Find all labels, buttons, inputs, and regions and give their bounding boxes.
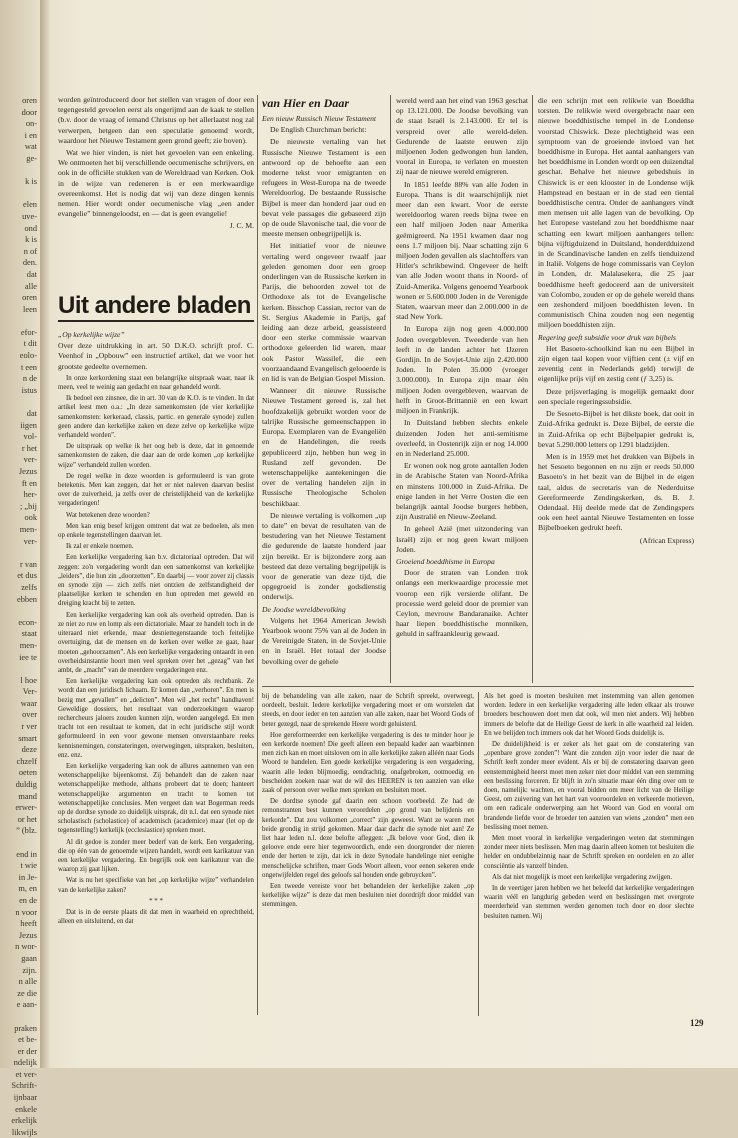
page-number: 129 [690, 1018, 704, 1028]
edge-text-line: ver- [23, 536, 37, 546]
paragraph: In geheel Azië (met uitzondering van Israël) zijn er nog geen kwart miljoen Joden. [396, 524, 528, 554]
edge-text-line: eolo- [19, 351, 37, 361]
paragraph: Over deze uitdrukking in art. 50 D.K.O. schrijft prof. C. Veenhof in „Opbouw” een instructief artikel, dat we voor het grootste gedeelte overnemen. [58, 341, 254, 371]
edge-text-line: men- [19, 640, 37, 650]
edge-text-line: likwijls [11, 1127, 37, 1137]
column-6 [484, 692, 694, 1014]
paragraph: Een tweede vereiste voor het behandelen der kerkelijke zaken „op kerkelijke wijze” is deze dat men besluiten niet doordrijft door middel van stemmingen. [262, 883, 474, 909]
column-2 [262, 112, 386, 682]
edge-text-line: en de [19, 895, 37, 905]
edge-text-line: her- [23, 490, 37, 500]
edge-text-line: Jezus [18, 930, 37, 940]
edge-text-line: praken [14, 1023, 37, 1033]
column-3 [396, 96, 528, 682]
edge-text-line [0, 188, 40, 200]
column-1-bottom [58, 328, 254, 1018]
edge-text-line: e aan- [16, 1000, 37, 1010]
paragraph: Ik bedoel een zinsnee, die in art. 30 van de K.O. is te vinden. In dat artikel leest men o.a.: „In deze samenkomsten (de vier kerkelijke samenkomsten: kerkeraad, classis, partic. en generale synode) zullen geen andere dan kerkelijke zaken en deze zelve op kerkelijke wijze verhandeld worden”. [58, 395, 254, 440]
edge-text-line: ijnbaar [13, 1093, 37, 1103]
edge-text-line: leen [23, 304, 37, 314]
paragraph: Dat is in de eerste plaats dit dat men in waarheid en oprechtheid, alleen en uitsluitend, en dat [58, 908, 254, 926]
edge-text-line: Jezus [18, 467, 37, 476]
edge-text-line: er der [17, 1046, 37, 1056]
edge-text-line [0, 165, 40, 177]
paragraph: Ik zal er enkele noemen. [66, 543, 134, 551]
paragraph: wereld werd aan het eind van 1963 geschat op 13.121.000. De Joodse bevolking van de staat Israël is 2.143.000. Er tel is verspreid over alle wereld-delen. Gedurende de laatste eeuwen zijn miljoenen Joden gedwongen hun landen, vooral in Europa, te verlaten en moesten zij naar de nieuwe wereld emigreren. [396, 96, 528, 177]
edge-text-line: enkele [15, 1104, 37, 1114]
edge-text-line: r het [21, 443, 37, 453]
edge-text-line: ond [24, 223, 37, 233]
column-5 [262, 692, 474, 1018]
edge-text-line: chzelf [16, 756, 37, 766]
edge-text-line: uve- [22, 211, 37, 221]
edge-text-line: zelfs [21, 582, 37, 592]
edge-text-line: k is [25, 235, 37, 245]
edge-text-line: et ver- [15, 1069, 37, 1079]
edge-text-line [0, 1011, 40, 1023]
paragraph: die een schrijn met een relikwie van Boeddha torsten. De relikwie werd overgebracht naar een nieuwe boeddhistische tempel in de Londense voorstad Chiswick. Deze plechtigheid was een symptoom van de groeiende invloed van het boeddhisme in Europa. Het aantal aanhangers van het boeddhisme in Londen wordt op een duizendtal geschat. Behalve het nieuwe gebedshuis in Chiswick is er een klooster in de Londense wijk Hampstead en bestaan er in de stad een tiental boeddhistische centra. Onder de aanhangers vindt men mensen uit alle lagen van de bevolking. Op het Europese vasteland zou het boeddhisme naar schatting een kwart miljoen aanhangers tellen: bijna vijftigduizend in Duitsland, honderdduizend in de Scandinavische landen en zelfs tienduizend in Italië. Volgens de hoge commissaris van Ceylon in Londen, dr. Malalasekera, die 25 jaar boeddhisme heeft gedoceerd aan de universiteit van Colombo, zouden er op de gehele wereld thans een zeshonderd miljoen boeddhisten leven. In communistisch China zouden nog een negentig miljoen boeddhisten zijn. [538, 96, 694, 330]
edge-text-line: Ver- [22, 687, 37, 697]
edge-text-line: iigen [20, 420, 37, 430]
edge-text-line: n alle [18, 977, 37, 987]
edge-text-line: istus [21, 385, 37, 395]
edge-text-line: gaan [21, 953, 37, 963]
column-divider [532, 95, 533, 683]
edge-text-line: waar [20, 698, 37, 708]
edge-text-line: over [22, 710, 37, 720]
paragraph: Wat we hier vinden, is niet het gevoelen van een enkeling. We ontmoeten het bij verschillende oecumenische schrijvers, en ook in de officiële stukken van de Wereldraad van Kerken. Ook in de wijze van redeneren is er een merkwaardige overeenkomst. Het is nodig dat wij van deze dingen kennis nemen. Hier wordt onder oecumenische vlag „een ander evangelie” binnengeloodst, en — dat is geen evangelie! [58, 148, 254, 219]
edge-text-line: den. [22, 258, 37, 268]
edge-text-line: m, en [18, 884, 37, 894]
paragraph: Men moet vooral in kerkelijke vergaderingen weten dat stemmingen zonder meer niets beslissen. Men mag daarin alleen komen tot besluiten die helder en ondubbelzinnig naar de Schrift spreken en oordelen en zo aller consciëntie als vanzelf binden. [484, 835, 694, 870]
edge-text-line: Schrift- [11, 1081, 37, 1091]
edge-text-line: men- [19, 524, 37, 534]
paragraph: Een kerkelijke vergadering kan ook de allures aannemen van een wetenschappelijke bijeenkomst. Zij behandelt dan de zaken naar wetenschappelijke methode, althans probeert dat te doen; hanteert wetenschappelijke argumenten en tracht te komen tot wetenschappelijke conclusies. Men vergeet dan wat Bogerman reeds op de dordtse synode zo duidelijk uitsprak, dit n.l. dat een synode niet scholastisch (scholastice) of academisch (academice) maar (let op de tegenstelling!) kerkelijk (ecclesiastice) spreken moet. [58, 762, 254, 835]
paragraph: De Sesoeto-Bijbel is het dikste boek, dat ooit in Zuid-Afrika gedrukt is. Deze Bijbel, de eerste die in Zuid-Afrika op echt Bijbelpapier gedrukt is, bevat 5.290.000 letters op 1291 bladzijden. [538, 409, 694, 449]
subheading: Regering geeft subsidie voor druk van bijbels [538, 332, 676, 342]
edge-text-line: k is [25, 177, 37, 187]
edge-text-line: oren [22, 293, 37, 303]
section-separator: * * * [149, 897, 163, 905]
edge-text-line: door [21, 107, 37, 117]
column-divider [478, 692, 479, 1016]
paragraph: In de veertiger jaren hebben we het beleefd dat kerkelijke vergaderingen waarin véél en langdurig gebeden werd en beslissingen met overgrote meerderheid van stemmen werden genomen toch door en door slechte besluiten namen. Wij [484, 885, 694, 920]
column-1-top [58, 95, 254, 285]
edge-text-line: r van [20, 559, 37, 569]
edge-text-line: heeft [20, 919, 37, 929]
edge-text-line: ze die [17, 988, 37, 998]
edge-text-line [0, 396, 40, 408]
edge-text-line: ft en [21, 478, 37, 488]
subheading: Een nieuw Russisch Nieuw Testament [262, 114, 377, 123]
edge-text-line: deze [21, 745, 37, 755]
paragraph: Wanneer dit nieuwe Russische Nieuwe Testament gereed is, zal het hoofdzakelijk gebruikt worden voor de talrijke Russische gemeenschappen in Europa. Exemplaren van de Evangeliën en de Handelingen, die reeds gepubliceerd zijn, hebben hun weg in Rusland zelf gevonden. De wetenschappelijke aantekeningen die over de vertaling handelen zijn in Russische Theologische Scholen beschikbaar. [262, 386, 386, 508]
book-gutter [40, 0, 50, 1068]
paragraph: De dordtse synode gaf daarin een schoon voorbeeld. Ze had de remonstranten best kunnen veroordelen „op grond van belijdenis en kerkorde”. Dat zou volkomen „correct” zijn geweest. Want ze waren met beide grondig in strijd gekomen. Maar daar dacht die synode niet aan! Ze liet haar leden n.l. deze belofte afleggen: „Ik belove voor God, dien ik geloove ende eere hier tegenwoordich, ende een doorgronder der nieren ende der herten te zijn, dat ick in deze Synodale handelinge niet eenighe menschelijcke schriften, maer Gods Woort alleen, voor eenen sekeren ende ongetwijfelden regel des geloofs sal houden ende gebruycken”. [262, 798, 474, 879]
paragraph: De duidelijkheid is er zeker als het gaat om de constatering van „openbare grove zonden”! Want die zonden zijn voor ieder die naar de Schrift leeft zonder meer evident. Als er bij de constatering daarvan geen eenstemmigheid heerst moet men zeker niet door middel van een stemming een beslissing forceren. Er blijft in zo'n situatie maar één ding over om te doen, namelijk: wachten, en vooral bidden om meer licht van de Heilige Geest, om zuivering van het hart van vooroordelen en verkeerde motieven, om een radicale onderwerping aan het Woord van God en vooral om brandende liefde voor de broeder ten aanzien van wiens „zonden” men een beslissing moet nemen. [484, 741, 694, 831]
paragraph: Een kerkelijke vergadering kan ook als overheid optreden. Dan is ze niet zo ruw en lomp als een dictatoriale. Maar ze handelt toch in de uiteraard niet erkende, maar desniettegenstaande toch feitelijke overtuiging, dat de mensen en de kerken over welke ze gaat, haar moeten „gehoorzamen”. Als een kerkelijke vergadering ontaardt in een overheidsinstantie hoort men veel spreken over het „gezag” van het ambt, de „macht” van de meerdere vergaderingen enz. [58, 611, 254, 674]
edge-text-line [0, 605, 40, 617]
edge-text-line: ook [24, 513, 37, 523]
paragraph: Men kan enig besef krijgen omtrent dat wat ze bedoelen, als men op enkele tegenstellingen daarvan let. [58, 522, 254, 540]
edge-text-line: ge- [26, 153, 37, 163]
edge-text-line [0, 663, 40, 675]
edge-text-line: t een [20, 362, 37, 372]
paragraph: Door de straten van Londen trok onlangs een merkwaardige processie met voorop een rijk versierde olifant. De processie werd geleid door de premier van Ceylon, mevrouw Bandaranaike. Achter haar liepen boeddhistische monniken, gehuld in saffraankleurig gewaad. [396, 568, 528, 639]
edge-text-line: econ- [18, 617, 37, 627]
edge-text-line: dat [26, 269, 37, 279]
paragraph: Er wonen ook nog grote aantallen Joden in de Arabische Staten van Noord-Afrika en minstens 100.000 in Zuid-Afrika. De enige landen in het Verre Oosten die een belangrijk aantal Joodse burgers hebben, zijn Australië en Nieuw-Zeeland. [396, 461, 528, 522]
edge-text-line: erwer- [15, 803, 37, 813]
edge-text-line [0, 547, 40, 559]
paragraph: Deze prijsverlaging is mogelijk gemaakt door een speciale regeringssubsidie. [538, 386, 694, 406]
paragraph: In Europa zijn nog geen 4.000.000 Joden overgebleven. Tweederde van hen leeft in de landen achter het IJzeren Gordijn. In de Sovjet-Unie zijn 2.420.000 Joden. In Polen 35.000 (vroeger 3.000.000). In Europa zijn maar één miljoen Joden overgebleven, waarvan de helft in Groot-Brittannië en een kwart miljoen in Frankrijk. [396, 324, 528, 416]
section-heading: van Hier en Daar [262, 96, 349, 110]
edge-text-line [0, 315, 40, 327]
edge-text-line: l hoe [20, 675, 37, 685]
edge-text-line: efor- [20, 327, 37, 337]
paragraph: Volgens het 1964 American Jewish Yearbook woont 75% van al de Joden in de Vereinigde Staten, in de Sovjet-Unie en in Israël. Het totaal der Joodse bevolking over de gehele [262, 615, 386, 666]
paragraph: Wat betekenen deze woorden? [66, 511, 150, 519]
column-4 [538, 96, 694, 682]
edge-text-line: n wor- [15, 942, 37, 952]
previous-page-edge-text [0, 95, 40, 1137]
edge-text-line: n de [22, 374, 37, 384]
edge-text-line: iee te [19, 652, 37, 662]
edge-text-line: staat [21, 629, 37, 639]
subheading: Groeiend boeddhisme in Europa [396, 556, 495, 566]
paragraph: De uitspraak op welke ik het oog heb is deze, dat in genoemde samenkomsten de zaken, die daar aan de orde komen „op kerkelijke wijze” verhandeld zullen worden. [58, 443, 254, 469]
edge-text-line: dat [26, 409, 37, 419]
paragraph: In onze kerkordening staat een belangrijke uitspraak waar, naar ik meen, veel te weinig aan gedacht en naar gehandeld wordt. [58, 374, 254, 392]
edge-text-line: smart [18, 733, 37, 743]
edge-text-line: ndelijk [13, 1058, 37, 1068]
edge-text-line [0, 837, 40, 849]
paragraph: Men is in 1959 met het drukken van Bijbels in het Sesoeto begonnen en nu zijn er reeds 50.000 Basoeto's in het bezit van de Bijbel in de eigen taal, aldus de secretaris van de Nederduitse Gereformeerde Zendingskerken, ds. B. J. Odendaal. Hij deelde mede dat de Zendingspers ook een heel aantal Nieuwe Testamenten en losse Bijbelboeken gedrukt heeft. [538, 451, 694, 533]
source-credit: (African Express) [639, 535, 694, 545]
edge-text-line: alle [24, 281, 37, 291]
paragraph: De nieuwste vertaling van het Russische Nieuwe Testament is een antwoord op de behoefte aan een moderne tekst voor emigranten en refugees in West-Europa na de tweede Wereldoorlog. De bestaande Russische Bijbel is meer dan honderd jaar oud en bevat vele passages die gebaseerd zijn op de oude Slavonische taal, die voor de meeste mensen onbegrijpelijk is. [262, 137, 386, 239]
subheading: De Joodse wereldbevolking [262, 604, 346, 614]
edge-text-line: elen [23, 200, 37, 210]
subheading: „Op kerkelijke wijze” [58, 330, 125, 339]
edge-text-line: ebben [17, 594, 37, 604]
paragraph: Het Basoeto-schoolkind kan nu een Bijbel in zijn eigen taal kopen voor vijftien cent (± vijf en zeventig cent in Nederlands geld) terwijl de eigenlijke prijs vijf en zestig cent (ƒ 3,25) is. [538, 343, 694, 384]
author-signature: J. C. M. [229, 221, 254, 231]
edge-text-line: mand [18, 791, 37, 801]
edge-text-line: n of [23, 246, 37, 256]
edge-text-line: ” (blz. [16, 826, 37, 836]
edge-text-line: end in [16, 849, 37, 859]
paragraph: De nieuwe vertaling is volkomen „up to date” en bevat de resultaten van de bestudering van het Nieuwe Testament die gedurende de laatste honderd jaar zijn bereikt. Er is bijzondere zorg aan besteed dat deze vertaling begrijpelijk is voor de generatie van deze tijd, die opgegroeid is zonder godsdienstig onderwijs. [262, 510, 386, 602]
section-title: Uit andere bladen [58, 292, 251, 319]
paragraph: Het initiatief voor de nieuwe vertaling werd ongeveer twaalf jaar geleden genomen door een groep onderlingen van de Russische kerken in Parijs, die behoorden zowel tot de Orthodoxe als tot de Evangelische kerken. Bisschop Cassian, rector van de St. Sergius Akademie in Parijs, gaf leiding aan deze arbeid, geassisteerd door een sterke commissie waarvan orthodoxe geleerden lid waren, maar ook Pastor Wassilef, die een voorzaandaand Evangelisch gelooerde is en lid is van de Belgian Gospel Mission. [262, 241, 386, 384]
edge-text-line: wat [24, 142, 37, 152]
paragraph: Als dat niet mogelijk is moet een kerkelijke vergadering zwijgen. [492, 873, 673, 881]
edge-text-line: et dus [17, 571, 37, 581]
edge-text-line: ver- [23, 455, 37, 465]
column-divider [257, 95, 258, 1015]
edge-text-line: or het [17, 814, 37, 824]
paragraph: In 1851 leefde 88% van alle Joden in Europa. Thans is dit waarschijnlijk niet meer dan een kwart. Voor de eerste wereldoorlog waren reeds bijna twee en een half miljoen Joden naar Amerika geëmigreerd. Na 1951 kwamen daar nog eens 1.7 miljoen bij. Naar schatting zijn 6 miljoen Joden gevallen als slachtoffers van Hitler's schrikbewind. Ongeveer de helft van alle Joden woont thans in Noord- of Zuid-Amerika. Volgens genoemd Yearbook wonen er 5.600.000 Joden in de Verenigde Staten, waarvan meer dan 2.000.000 in de stad New York. [396, 179, 528, 322]
paragraph: De English Churchman bericht: [270, 125, 367, 135]
edge-text-line: r ver [21, 722, 37, 732]
paragraph: bij de behandeling van alle zaken, naar de Schrift spreekt, overweegt, oordeelt, besluit. Iedere kerkelijke vergadering moet er om worstelen dat steeds, en door ieder en ten aanzien van alle zaken, naar het Woord Gods of beter gezegd, naar de sprekende Heere wordt geluisterd. [262, 693, 474, 728]
edge-text-line: vol- [23, 432, 37, 442]
title-rule [58, 320, 254, 322]
edge-text-line: erkelijk [11, 1116, 37, 1126]
edge-text-line: duldig [15, 780, 37, 790]
paragraph: Een kerkelijke vergadering kan ook optreden als rechtbank. Ze wordt dan een juridisch lichaam. Er komen dan „verhoren”. En men is bezig met „gevallen” en „delicten”. Men wil „het recht” handhaven! Geweldige dossiers, het resultaat van onderzoekingen waarop rechercheurs jaloers zouden kunnen zijn, worden aangelegd. En men tracht tot een resultaat te komen, dat in echt juridische stijl wordt geformuleerd in een voor gewone mensen onverstaanbare reeks kennisnemingen, constateringen, overwegingen, uitspraken, besluiten, enz. enz. [58, 678, 254, 759]
paragraph: In Duitsland hebben slechts enkele duizenden Joden het anti-semitisme overleefd, in Oostenrijk zijn er nog 14.000 en in Nederland 25.000. [396, 418, 528, 458]
edge-text-line: et be- [18, 1035, 37, 1045]
paragraph: De regel welke in deze woorden is geformuleerd is van grote betekenis. Men kan zeggen, dat het er niet naleven daarvan beslist over de zuiverheid, ja zelfs over de christelijkheid van de kerkelijke vergaderingen! [58, 472, 254, 508]
edge-text-line: oren [22, 96, 37, 105]
paragraph: Als het goed is moeten besluiten met instemming van allen genomen worden. Iedere in een kerkelijke vergadering alle leden elkaar als trouwe broeders beschouwen doet men dat ook, wil men niet anders. Wij hebben immers de belofte dat de Heilige Geest de kerk in alle waarheid zal leiden. En we belijden toch immers ook dat het Woord Gods duidelijk is. [484, 693, 694, 737]
edge-text-line: i en [24, 130, 37, 140]
edge-text-line: oeten [18, 768, 37, 778]
paragraph: Al dit gedoe is zonder meer bederf van de kerk. Een vergadering, die op één van de genoemde wijzen handelt, wordt een karikatuur van een kerkelijke vergadering. En begrijlk ook een karikatuur van die waarop zij gaat lijken. [58, 838, 254, 874]
edge-text-line: zijn. [22, 965, 37, 975]
paragraph: Wat is nu het specifieke van het „op kerkelijke wijze” verhandelen van de kerkelijke zaken? [58, 877, 254, 894]
edge-text-line: in Je- [18, 872, 37, 882]
paragraph: Hoe gereformeerder een kerkelijke vergadering is des te minder hoor je een kerkorde noemen! Die geeft alleen een bepaald kader aan waarbinnen men zich kan en moet uitsloven om in alle kerkelijke zaken alléén naar Gods Woord te handelen. Een goede kerkelijke vergadering is een vergadering, waarin alle leden blijmoedig, eendrachtig, onafgebroken, ootmoedig en bescheiden zoeken naar wat de wil des HEEREN is ten aanzien van elke zaak of persoon over welke men spreken en besluiten moet. [262, 731, 474, 795]
paragraph: worden geïntroduceerd door het stellen van vragen of door een tegengesteld gevoelen eerst als ongerijmd aan de kaak te stellen (b.v. door de vraag of iemand Christus op het allerlaatst nog zal verwerpen, hetgeen dan een speculatie genoemd wordt, waardoor het Nieuwe Testament geen grond geeft; zie boven). [58, 95, 254, 145]
horizontal-divider [262, 686, 694, 687]
column-divider [390, 95, 391, 683]
edge-text-line: t dit [23, 339, 37, 349]
paragraph: Een kerkelijke vergadering kan b.v. dictatoriaal optreden. Dat wil zeggen: zo'n vergadering wordt dan een samenkomst van kerkelijke „leiders”, die hun zin „doorzetten”. En daarbij — voor zover zij classis en synode zijn — zich zelfs niet ontzien de zelfstandigheid der plaatselijke kerken te schenden en hun optreden met geweld en dreiging kracht bij te zetten. [58, 554, 254, 608]
edge-text-line: on- [25, 119, 37, 129]
edge-text-line: t wie [20, 861, 37, 871]
edge-text-line: ; „bij [20, 501, 37, 511]
edge-text-line: n voor [15, 907, 37, 917]
